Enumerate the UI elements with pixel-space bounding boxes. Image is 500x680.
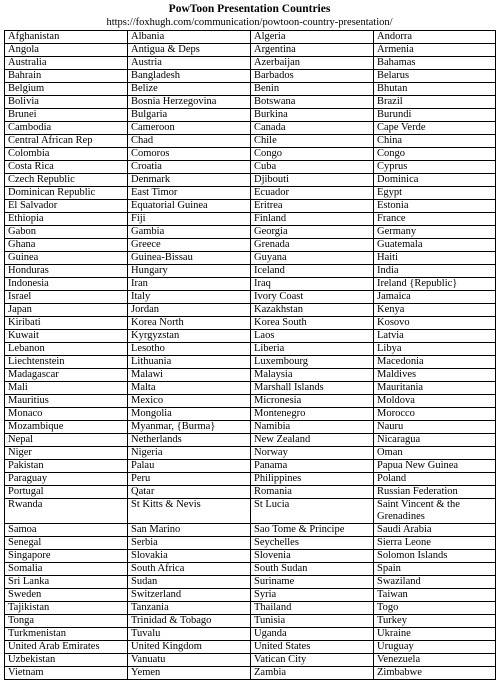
country-cell: Panama	[251, 460, 374, 473]
country-cell: Mozambique	[5, 421, 128, 434]
country-cell: Ecuador	[251, 187, 374, 200]
country-cell: Mali	[5, 382, 128, 395]
country-cell: Haiti	[374, 252, 496, 265]
country-cell: Iran	[128, 278, 251, 291]
country-cell: Algeria	[251, 31, 374, 44]
country-cell: Monaco	[5, 408, 128, 421]
country-cell: Russian Federation	[374, 486, 496, 499]
country-cell: Netherlands	[128, 434, 251, 447]
country-cell: Lebanon	[5, 343, 128, 356]
country-cell: Congo	[374, 148, 496, 161]
country-cell: Swaziland	[374, 576, 496, 589]
country-cell: Tonga	[5, 615, 128, 628]
country-cell: Ghana	[5, 239, 128, 252]
country-cell: Canada	[251, 122, 374, 135]
country-cell: Sao Tome & Principe	[251, 524, 374, 537]
country-cell: Nigeria	[128, 447, 251, 460]
country-cell: Moldova	[374, 395, 496, 408]
country-cell: Estonia	[374, 200, 496, 213]
country-cell: Indonesia	[5, 278, 128, 291]
country-cell: India	[374, 265, 496, 278]
table-row	[5, 473, 496, 486]
country-cell: Mauritius	[5, 395, 128, 408]
country-cell: Lithuania	[128, 356, 251, 369]
table-row	[5, 654, 496, 667]
country-cell: Jordan	[128, 304, 251, 317]
country-cell: Uzbekistan	[5, 654, 128, 667]
country-cell: Costa Rica	[5, 161, 128, 174]
country-cell: Mexico	[128, 395, 251, 408]
country-cell: Slovakia	[128, 550, 251, 563]
table-row	[5, 291, 496, 304]
table-row	[5, 460, 496, 473]
country-cell: Luxembourg	[251, 356, 374, 369]
country-cell: Togo	[374, 602, 496, 615]
country-cell: Philippines	[251, 473, 374, 486]
country-cell: Sierra Leone	[374, 537, 496, 550]
country-cell: Georgia	[251, 226, 374, 239]
table-row	[5, 330, 496, 343]
country-cell: Spain	[374, 563, 496, 576]
country-cell: El Salvador	[5, 200, 128, 213]
country-cell: Tanzania	[128, 602, 251, 615]
country-cell: Benin	[251, 83, 374, 96]
country-cell: Czech Republic	[5, 174, 128, 187]
country-cell: Cambodia	[5, 122, 128, 135]
country-cell: Germany	[374, 226, 496, 239]
table-row	[5, 499, 496, 524]
country-cell: Samoa	[5, 524, 128, 537]
country-cell: Syria	[251, 589, 374, 602]
country-cell: Laos	[251, 330, 374, 343]
country-cell: Armenia	[374, 44, 496, 57]
country-cell: Colombia	[5, 148, 128, 161]
country-cell: Kiribati	[5, 317, 128, 330]
country-cell: Palau	[128, 460, 251, 473]
country-cell: Korea South	[251, 317, 374, 330]
country-cell: Hungary	[128, 265, 251, 278]
country-cell: Kosovo	[374, 317, 496, 330]
country-cell: Poland	[374, 473, 496, 486]
country-cell: Zimbabwe	[374, 667, 496, 680]
country-cell: Iraq	[251, 278, 374, 291]
table-row	[5, 576, 496, 589]
table-row	[5, 550, 496, 563]
table-row	[5, 615, 496, 628]
country-cell: Marshall Islands	[251, 382, 374, 395]
table-row	[5, 44, 496, 57]
country-cell: Kazakhstan	[251, 304, 374, 317]
table-row	[5, 122, 496, 135]
country-cell: Turkmenistan	[5, 628, 128, 641]
country-cell: Guinea-Bissau	[128, 252, 251, 265]
table-row	[5, 135, 496, 148]
country-cell: Cyprus	[374, 161, 496, 174]
country-cell: Egypt	[374, 187, 496, 200]
table-row	[5, 304, 496, 317]
country-cell: Liberia	[251, 343, 374, 356]
table-row	[5, 200, 496, 213]
country-cell: Bolivia	[5, 96, 128, 109]
country-cell: Taiwan	[374, 589, 496, 602]
country-cell: New Zealand	[251, 434, 374, 447]
country-cell: Fiji	[128, 213, 251, 226]
country-cell: East Timor	[128, 187, 251, 200]
country-cell: Cuba	[251, 161, 374, 174]
country-cell: Liechtenstein	[5, 356, 128, 369]
country-cell: Nauru	[374, 421, 496, 434]
country-cell: Rwanda	[5, 499, 128, 524]
country-cell: Romania	[251, 486, 374, 499]
country-cell: Uganda	[251, 628, 374, 641]
table-row	[5, 563, 496, 576]
country-cell: Bosnia Herzegovina	[128, 96, 251, 109]
table-row	[5, 434, 496, 447]
country-cell: Cape Verde	[374, 122, 496, 135]
country-cell: Trinidad & Tobago	[128, 615, 251, 628]
table-row	[5, 57, 496, 70]
document-title: PowToon Presentation Countries	[168, 3, 331, 15]
country-cell: Chad	[128, 135, 251, 148]
country-cell: Slovenia	[251, 550, 374, 563]
country-cell: Denmark	[128, 174, 251, 187]
country-cell: Mauritania	[374, 382, 496, 395]
table-row	[5, 641, 496, 654]
country-cell: St Kitts & Nevis	[128, 499, 251, 524]
table-row	[5, 537, 496, 550]
country-cell: Oman	[374, 447, 496, 460]
country-cell: Honduras	[5, 265, 128, 278]
table-row	[5, 602, 496, 615]
table-row	[5, 161, 496, 174]
country-cell: Turkey	[374, 615, 496, 628]
country-cell: Andorra	[374, 31, 496, 44]
country-cell: Kuwait	[5, 330, 128, 343]
country-cell: Guyana	[251, 252, 374, 265]
country-cell: Antigua & Deps	[128, 44, 251, 57]
country-cell: Austria	[128, 57, 251, 70]
table-row	[5, 213, 496, 226]
country-cell: China	[374, 135, 496, 148]
country-cell: Brunei	[5, 109, 128, 122]
country-cell: South Sudan	[251, 563, 374, 576]
country-cell: Venezuela	[374, 654, 496, 667]
table-row	[5, 524, 496, 537]
country-cell: Afghanistan	[5, 31, 128, 44]
country-cell: Mongolia	[128, 408, 251, 421]
country-cell: Japan	[5, 304, 128, 317]
country-cell: Dominica	[374, 174, 496, 187]
table-row	[5, 265, 496, 278]
country-cell: Belize	[128, 83, 251, 96]
country-cell: Croatia	[128, 161, 251, 174]
table-row	[5, 408, 496, 421]
country-cell: Equatorial Guinea	[128, 200, 251, 213]
country-cell: Korea North	[128, 317, 251, 330]
country-cell: Portugal	[5, 486, 128, 499]
country-cell: Ethiopia	[5, 213, 128, 226]
country-cell: Jamaica	[374, 291, 496, 304]
country-cell: Zambia	[251, 667, 374, 680]
country-cell: Belgium	[5, 83, 128, 96]
country-cell: Burkina	[251, 109, 374, 122]
country-cell: Israel	[5, 291, 128, 304]
country-cell: Niger	[5, 447, 128, 460]
country-cell: Singapore	[5, 550, 128, 563]
country-cell: Vietnam	[5, 667, 128, 680]
country-cell: Maldives	[374, 369, 496, 382]
table-row	[5, 174, 496, 187]
country-cell: Finland	[251, 213, 374, 226]
country-cell: Iceland	[251, 265, 374, 278]
country-cell: Ukraine	[374, 628, 496, 641]
country-cell: Burundi	[374, 109, 496, 122]
country-cell: Tajikistan	[5, 602, 128, 615]
country-cell: Myanmar, {Burma}	[128, 421, 251, 434]
countries-table	[4, 30, 496, 680]
country-cell: Paraguay	[5, 473, 128, 486]
table-row	[5, 395, 496, 408]
country-cell: Australia	[5, 57, 128, 70]
country-cell: Morocco	[374, 408, 496, 421]
country-cell: Gabon	[5, 226, 128, 239]
country-cell: Azerbaijan	[251, 57, 374, 70]
table-row	[5, 421, 496, 434]
country-cell: Gambia	[128, 226, 251, 239]
country-cell: Eritrea	[251, 200, 374, 213]
country-cell: Madagascar	[5, 369, 128, 382]
table-row	[5, 252, 496, 265]
table-row	[5, 628, 496, 641]
country-cell: Bahamas	[374, 57, 496, 70]
country-cell: Italy	[128, 291, 251, 304]
table-row	[5, 343, 496, 356]
country-cell: Chile	[251, 135, 374, 148]
country-cell: Vanuatu	[128, 654, 251, 667]
country-cell: Uruguay	[374, 641, 496, 654]
country-cell: Greece	[128, 239, 251, 252]
country-cell: Ivory Coast	[251, 291, 374, 304]
table-row	[5, 278, 496, 291]
country-cell: Sudan	[128, 576, 251, 589]
country-cell: Sweden	[5, 589, 128, 602]
table-row	[5, 382, 496, 395]
table-row	[5, 70, 496, 83]
country-cell: Argentina	[251, 44, 374, 57]
table-row	[5, 317, 496, 330]
country-cell: Dominican Republic	[5, 187, 128, 200]
document-page	[4, 3, 495, 680]
country-cell: United States	[251, 641, 374, 654]
table-row	[5, 83, 496, 96]
country-cell: Botswana	[251, 96, 374, 109]
country-cell: Thailand	[251, 602, 374, 615]
country-cell: Djibouti	[251, 174, 374, 187]
country-cell: Suriname	[251, 576, 374, 589]
country-cell: Lesotho	[128, 343, 251, 356]
table-row	[5, 667, 496, 680]
country-cell: Bhutan	[374, 83, 496, 96]
table-row	[5, 356, 496, 369]
table-row	[5, 226, 496, 239]
country-cell: St Lucia	[251, 499, 374, 524]
country-cell: Bulgaria	[128, 109, 251, 122]
country-cell: Ireland {Republic}	[374, 278, 496, 291]
country-cell: Central African Rep	[5, 135, 128, 148]
country-cell: Micronesia	[251, 395, 374, 408]
country-cell: Tunisia	[251, 615, 374, 628]
country-cell: Guinea	[5, 252, 128, 265]
country-cell: United Arab Emirates	[5, 641, 128, 654]
country-cell: United Kingdom	[128, 641, 251, 654]
country-cell: Norway	[251, 447, 374, 460]
table-row	[5, 589, 496, 602]
table-row	[5, 239, 496, 252]
table-row	[5, 369, 496, 382]
countries-table-body	[5, 31, 496, 680]
source-url: https://foxhugh.com/communication/powtoon-country-presentation/	[106, 17, 393, 28]
country-cell: Cameroon	[128, 122, 251, 135]
country-cell: Tuvalu	[128, 628, 251, 641]
country-cell: Pakistan	[5, 460, 128, 473]
country-cell: Senegal	[5, 537, 128, 550]
table-row	[5, 109, 496, 122]
country-cell: Malta	[128, 382, 251, 395]
country-cell: Macedonia	[374, 356, 496, 369]
country-cell: South Africa	[128, 563, 251, 576]
country-cell: Guatemala	[374, 239, 496, 252]
country-cell: Barbados	[251, 70, 374, 83]
country-cell: Seychelles	[251, 537, 374, 550]
country-cell: Papua New Guinea	[374, 460, 496, 473]
country-cell: Namibia	[251, 421, 374, 434]
country-cell: Saint Vincent & the Grenadines	[374, 499, 496, 524]
table-row	[5, 447, 496, 460]
country-cell: Switzerland	[128, 589, 251, 602]
country-cell: Nicaragua	[374, 434, 496, 447]
country-cell: Vatican City	[251, 654, 374, 667]
country-cell: Malaysia	[251, 369, 374, 382]
country-cell: Comoros	[128, 148, 251, 161]
country-cell: Belarus	[374, 70, 496, 83]
country-cell: Kyrgyzstan	[128, 330, 251, 343]
country-cell: Albania	[128, 31, 251, 44]
table-row	[5, 187, 496, 200]
country-cell: San Marino	[128, 524, 251, 537]
country-cell: France	[374, 213, 496, 226]
country-cell: Solomon Islands	[374, 550, 496, 563]
country-cell: Angola	[5, 44, 128, 57]
country-cell: Nepal	[5, 434, 128, 447]
country-cell: Bahrain	[5, 70, 128, 83]
country-cell: Malawi	[128, 369, 251, 382]
country-cell: Libya	[374, 343, 496, 356]
country-cell: Latvia	[374, 330, 496, 343]
table-row	[5, 96, 496, 109]
country-cell: Brazil	[374, 96, 496, 109]
table-row	[5, 486, 496, 499]
table-row	[5, 148, 496, 161]
country-cell: Grenada	[251, 239, 374, 252]
table-row	[5, 31, 496, 44]
country-cell: Kenya	[374, 304, 496, 317]
country-cell: Bangladesh	[128, 70, 251, 83]
country-cell: Congo	[251, 148, 374, 161]
country-cell: Somalia	[5, 563, 128, 576]
country-cell: Yemen	[128, 667, 251, 680]
country-cell: Peru	[128, 473, 251, 486]
country-cell: Saudi Arabia	[374, 524, 496, 537]
country-cell: Sri Lanka	[5, 576, 128, 589]
country-cell: Serbia	[128, 537, 251, 550]
country-cell: Montenegro	[251, 408, 374, 421]
country-cell: Qatar	[128, 486, 251, 499]
